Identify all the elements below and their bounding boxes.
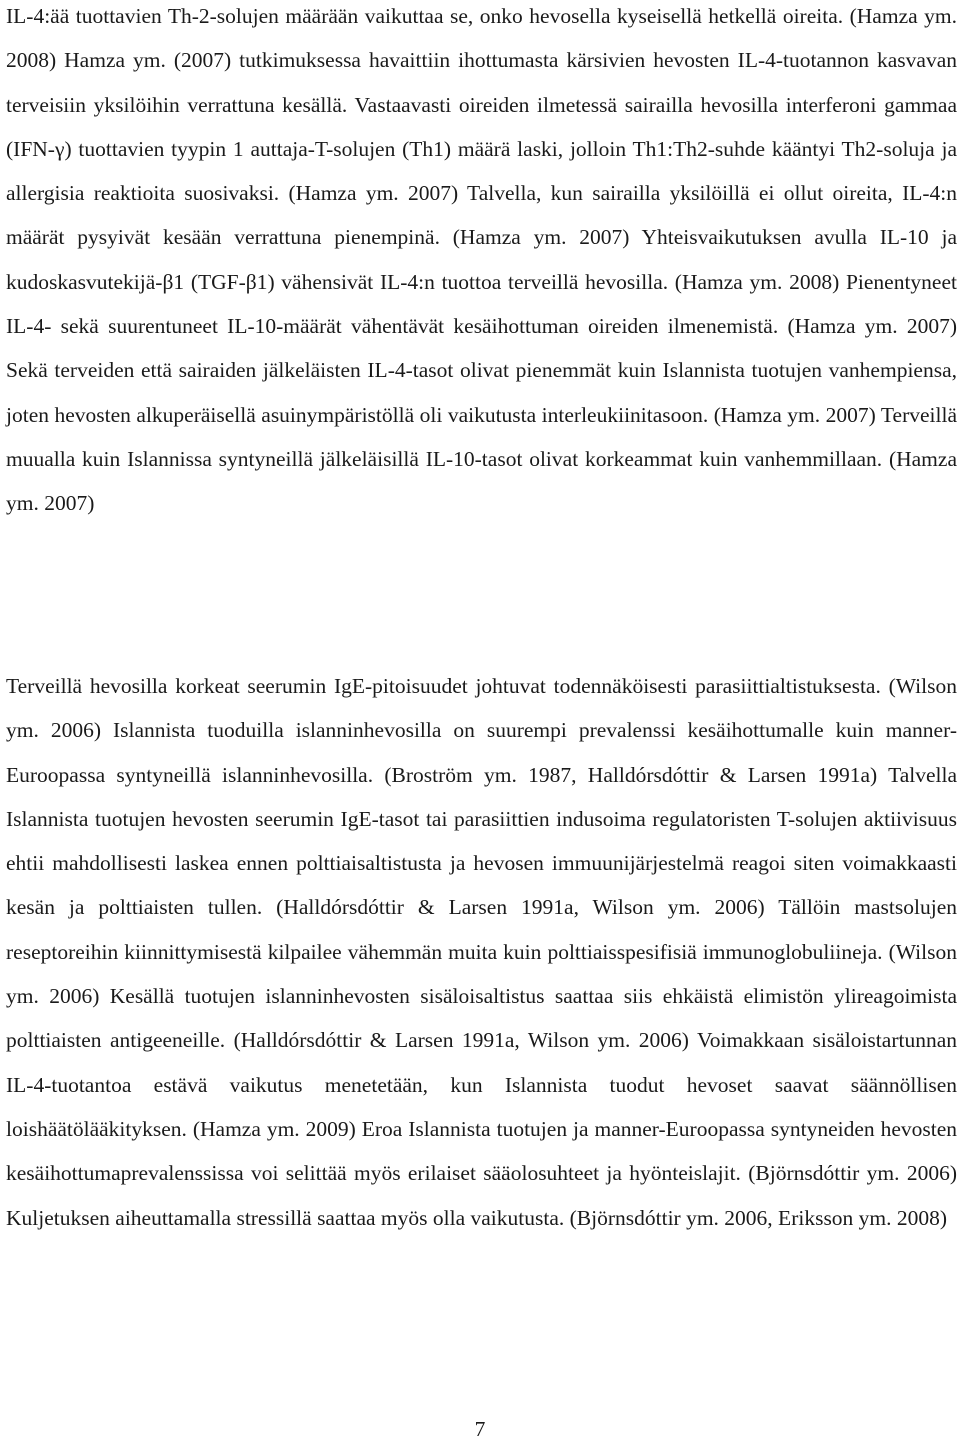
page-number: 7 [474,1417,486,1441]
body-paragraph: IL-4:ää tuottavien Th-2-solujen määrään vaikuttaa se, onko hevosella kyseisellä hetkellä oireita. (Hamza ym. 2008) Hamza ym. (2007) tutkimuksessa havaittiin ihottumasta kärsivien hevosten IL-4-tuotannon kasvavan terveisiin yksilöihin verrattuna kesällä. Vastaavasti oireiden ilmetessä sairailla hevosilla interferoni gammaa (IFN-γ) tuottavien tyypin 1 auttaja-T-solujen (Th1) määrä laski, jolloin Th1:Th2-suhde kääntyi Th2-soluja ja allergisia reaktioita suosivaksi. (Hamza ym. 2007) Talvella, kun sairailla yksilöillä ei ollut oireita, IL-4:n määrät pysyivät kesään verrattuna pienempinä. (Hamza ym. 2007) Yhteisvaikutuksen avulla IL-10 ja kudoskasvutekijä-β1 (TGF-β1) vähensivät IL-4:n tuottoa terveillä hevosilla. (Hamza ym. 2008) Pienentyneet IL-4- sekä suurentuneet IL-10-määrät vähentävät kesäihottuman oireiden ilmenemistä. (Hamza ym. 2007) Sekä terveiden että sairaiden jälkeläisten IL-4-tasot olivat pienemmät kuin Islannista tuotujen vanhempiensa, joten hevosten alkuperäisellä asuinympäristöllä oli vaikutusta interleukiinitasoon. (Hamza ym. 2007) Terveillä muualla kuin Islannissa syntyneillä jälkeläisillä IL-10-tasot olivat korkeammat kuin vanhemmillaan. (Hamza ym. 2007) [6,4,957,516]
body-paragraph: Terveillä hevosilla korkeat seerumin IgE-pitoisuudet johtuvat todennäköisesti parasiittialtistuksesta. (Wilson ym. 2006) Islannista tuoduilla islanninhevosilla on suurempi prevalenssi kesäihottumalle kuin manner-Euroopassa syntyneillä islanninhevosilla. (Broström ym. 1987, Halldórsdóttir & Larsen 1991a) Talvella Islannista tuotujen hevosten seerumin IgE-tasot tai parasiittien indusoima regulatoristen T-solujen aktiivisuus ehtii mahdollisesti laskea ennen polttiaisaltistusta ja hevosen immuunijärjestelmä reagoi siten voimakkaasti kesän ja polttiaisten tullen. (Halldórsdóttir & Larsen 1991a, Wilson ym. 2006) Tällöin mastsolujen reseptoreihin kiinnittymisestä kilpailee vähemmän muita kuin polttiaisspesifisiä immunoglobuliineja. (Wilson ym. 2006) Kesällä tuotujen islanninhevosten sisäloisaltistus saattaa siis ehkäistä elimistön ylireagoimista polttiaisten antigeeneille. (Halldórsdóttir & Larsen 1991a, Wilson ym. 2006) Voimakkaan sisäloistartunnan IL-4-tuotantoa estävä vaikutus menetetään, kun Islannista tuodut hevoset saavat säännöllisen loishäätölääkityksen. (Hamza ym. 2009) Eroa Islannista tuotujen ja manner-Euroopassa syntyneiden hevosten kesäihottumaprevalenssissa voi selittää myös erilaiset sääolosuhteet ja hyönteislajit. (Björnsdóttir ym. 2006) Kuljetuksen aiheuttamalla stressillä saattaa myös olla vaikutusta. (Björnsdóttir ym. 2006, Eriksson ym. 2008) [6,674,957,1230]
